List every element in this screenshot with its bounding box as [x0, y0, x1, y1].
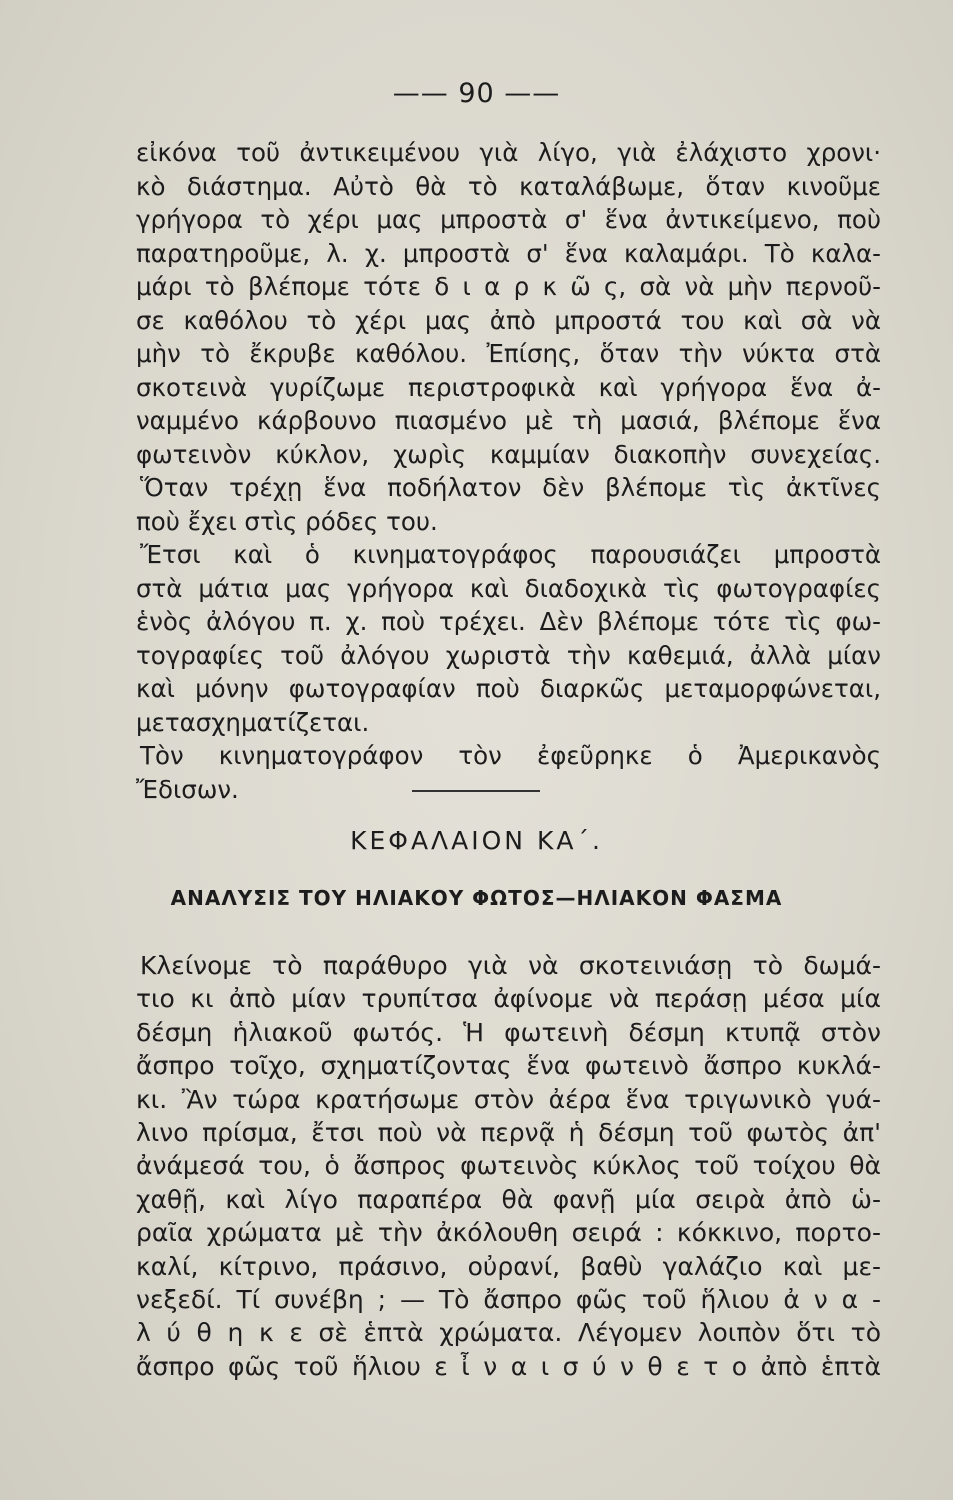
text-line: σε καθόλου τὸ χέρι μας ἀπὸ μπροστά του καὶ σὰ νὰ	[136, 305, 881, 335]
text-line: νεξεδί. Τί συνέβη ; — Τὸ ἄσπρο φῶς τοῦ ἥλιου ἀ ν α -	[136, 1284, 881, 1314]
text-line: κι. Ἂν τώρα κρατήσωμε στὸν ἀέρα ἕνα τριγωνικὸ γυά-	[136, 1084, 881, 1114]
text-line: σκοτεινὰ γυρίζωμε περιστροφικὰ καὶ γρήγορα ἕνα ἀ-	[136, 372, 881, 402]
chapter-title: ΚΕΦΑΛΑΙΟΝ ΚΑ΄.	[350, 826, 603, 855]
text-line: τογραφίες τοῦ ἀλόγου χωριστὰ τὴν καθεμιά, ἀλλὰ μίαν	[136, 640, 881, 670]
body-text-lower	[136, 949, 881, 1383]
text-line: στὰ μάτια μας γρήγορα καὶ διαδοχικὰ τὶς φωτογραφίες	[136, 573, 881, 603]
text-line: γρήγορα τὸ χέρι μας μπροστὰ σ' ἕνα ἀντικείμενο, ποὺ	[136, 205, 881, 234]
text-line: μάρι τὸ βλέπομε τότε δ ι α ρ κ ῶ ς, σὰ νὰ μὴν περνοῦ-	[136, 272, 881, 301]
text-line: καλί, κίτρινο, πράσινο, οὐρανί, βαθὺ γαλάζιο καὶ με-	[136, 1251, 881, 1281]
body-text-upper	[136, 136, 881, 806]
text-line: Ἔδισων.	[136, 774, 239, 804]
text-line: εἰκόνα τοῦ ἀντικειμένου γιὰ λίγο, γιὰ ἐλάχιστο χρονι·	[136, 138, 881, 167]
text-line: ἄσπρο τοῖχο, σχηματίζοντας ἕνα φωτεινὸ ἄσπρο κυκλά-	[136, 1051, 881, 1081]
text-line: τιο κι ἀπὸ μίαν τρυπίτσα ἀφίνομε νὰ περάσῃ μέσα μία	[136, 984, 881, 1014]
text-line: ραῖα χρώματα μὲ τὴν ἀκόλουθη σειρά : κόκκινο, πορτο-	[136, 1218, 881, 1248]
text-line: Ἔτσι καὶ ὁ κινηματογράφος παρουσιάζει μπροστὰ	[140, 540, 881, 569]
text-line: Τὸν κινηματογράφον τὸν ἐφεῦρηκε ὁ Ἀμερικανὸς	[140, 741, 881, 770]
text-line: ναμμένο κάρβουνο πιασμένο μὲ τὴ μασιά, βλέπομε ἕνα	[136, 406, 881, 435]
text-line: δέσμη ἡλιακοῦ φωτός. Ἡ φωτεινὴ δέσμη κτυπᾷ στὸν	[136, 1017, 881, 1047]
section-heading: ΑΝΑΛΥΣΙΣ ΤΟΥ ΗΛΙΑΚΟΥ ΦΩΤΟΣ—ΗΛΙΑΚΟΝ ΦΑΣΜΑ	[170, 886, 783, 910]
text-line: ποὺ ἔχει στὶς ρόδες του.	[136, 506, 438, 536]
text-line: μετασχηματίζεται.	[136, 707, 370, 737]
text-line: φωτεινὸν κύκλον, χωρὶς καμμίαν διακοπὴν συνεχείας.	[136, 439, 881, 469]
text-line: ἄσπρο φῶς τοῦ ἥλιου ε ἶ ν α ι σ ύ ν θ ε τ ο ἀπὸ ἑπτὰ	[136, 1351, 881, 1381]
text-line: χαθῇ, καὶ λίγο παραπέρα θὰ φανῇ μία σειρὰ ἀπὸ ὡ-	[136, 1184, 881, 1214]
text-line: παρατηροῦμε, λ. χ. μπροστὰ σ' ἕνα καλαμάρι. Τὸ καλα-	[136, 238, 881, 268]
text-line: Ὅταν τρέχῃ ἕνα ποδήλατον δὲν βλέπομε τὶς ἀκτῖνες	[140, 473, 881, 502]
page-number: —— 90 ——	[392, 78, 561, 109]
text-line: λινο πρίσμα, ἔτσι ποὺ νὰ περνᾷ ἡ δέσμη τοῦ φωτὸς ἀπ'	[136, 1117, 881, 1147]
text-line: ἑνὸς ἀλόγου π. χ. ποὺ τρέχει. Δὲν βλέπομε τότε τὶς φω-	[136, 607, 881, 636]
text-line: λ ύ θ η κ ε σὲ ἑπτὰ χρώματα. Λέγομεν λοιπὸν ὅτι τὸ	[136, 1318, 881, 1348]
section-divider	[412, 790, 540, 792]
text-line: ἀνάμεσά του, ὁ ἄσπρος φωτεινὸς κύκλος τοῦ τοίχου θὰ	[136, 1151, 881, 1181]
text-line: κὸ διάστημα. Αὐτὸ θὰ τὸ καταλάβωμε, ὅταν κινοῦμε	[136, 171, 881, 201]
text-line: Κλείνομε τὸ παράθυρο γιὰ νὰ σκοτεινιάσῃ τὸ δωμά-	[140, 951, 881, 980]
text-line: μὴν τὸ ἔκρυβε καθόλου. Ἐπίσης, ὅταν τὴν νύκτα στὰ	[136, 339, 881, 368]
text-line: καὶ μόνην φωτογραφίαν ποὺ διαρκῶς μεταμορφώνεται,	[136, 674, 881, 703]
